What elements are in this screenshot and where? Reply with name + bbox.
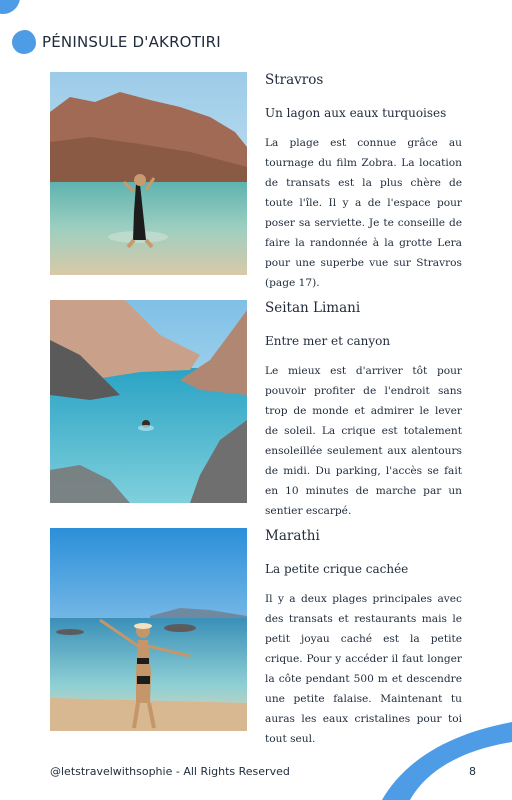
section-stravros	[50, 72, 462, 289]
page-title: PÉNINSULE D'AKROTIRI	[42, 33, 221, 51]
place-subtitle: La petite crique cachée	[265, 562, 409, 576]
footer-copyright: @letstravelwithsophie - All Rights Reserved	[50, 765, 290, 778]
place-description: La plage est connue grâce au tournage du film Zobra. La location de transats est la plus chère de toute l'île. Il y a de l'espace pour poser sa serviette. Je te conseille de faire la randonnée à la grotte Lera pour une superbe vue sur Stravros (page 17).	[265, 137, 462, 289]
place-subtitle: Entre mer et canyon	[265, 334, 391, 348]
photo-stravros	[50, 72, 247, 275]
place-description: Le mieux est d'arriver tôt pour pouvoir profiter de l'endroit sans trop de monde et admirer le lever de soleil. La crique est totalement ensoleillée seulement aux alentours de midi. Du parking, l'accès se fait en 10 minutes de marche par un sentier escarpé.	[265, 365, 462, 517]
section-text	[265, 300, 462, 521]
photo-seitan-limani	[50, 300, 247, 503]
corner-decoration	[0, 0, 20, 14]
place-subtitle: Un lagon aux eaux turquoises	[265, 106, 447, 120]
page-header	[12, 30, 221, 54]
photo-marathi	[50, 528, 247, 731]
corner-wave-decoration	[372, 710, 512, 800]
section-marathi	[50, 528, 462, 745]
place-name: Stravros	[265, 72, 324, 88]
place-name: Seitan Limani	[265, 300, 361, 316]
header-blob-icon	[12, 30, 36, 54]
place-name: Marathi	[265, 528, 320, 544]
place-description: Il y a deux plages principales avec des transats et restaurants mais le petit joyau caché est la petite crique. Pour y accéder il faut longer la côte pendant 500 m et descendre une petite falaise. Maintenant tu auras les eaux cristalines pour toi tout seul.	[265, 593, 462, 745]
section-text	[265, 72, 462, 293]
section-seitan-limani	[50, 300, 462, 517]
page-number: 8	[469, 765, 476, 778]
